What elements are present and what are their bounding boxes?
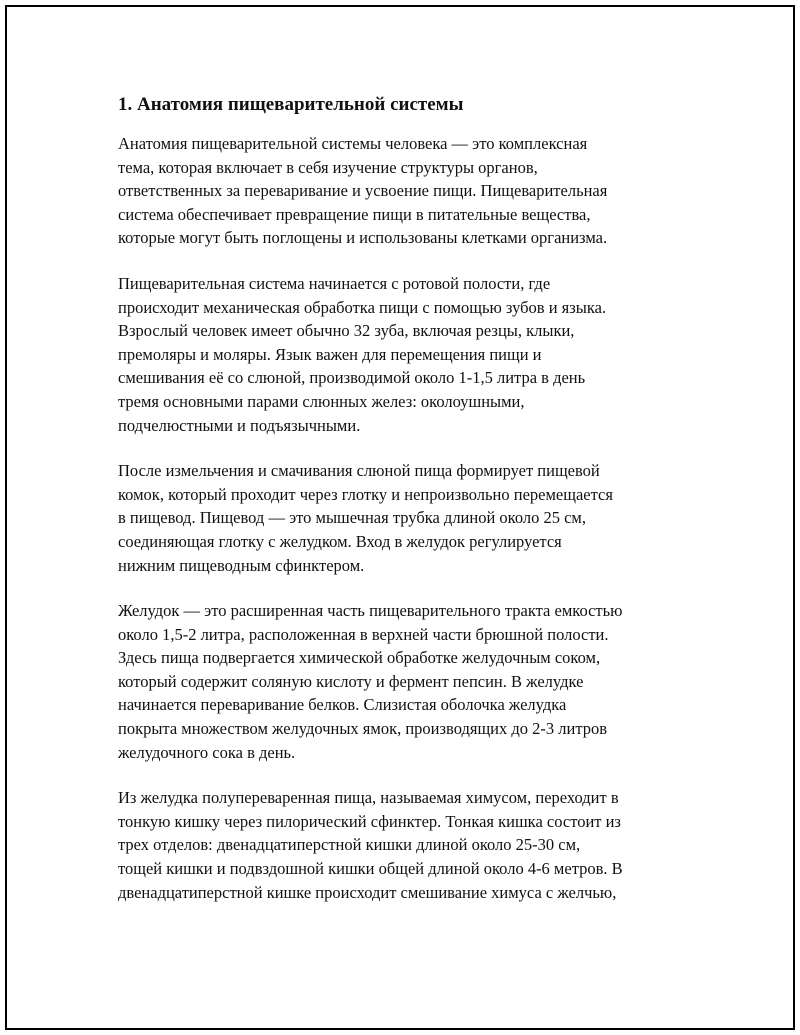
paragraph-line: Анатомия пищеварительной системы человека — это комплексная: [118, 134, 588, 153]
paragraph-line: покрыта множеством желудочных ямок, производящих до 2-3 литров: [118, 719, 608, 739]
paragraph-line: начинается переваривание белков. Слизистая оболочка желудка: [118, 695, 567, 715]
paragraph-line: премоляры и моляры. Язык важен для перемещения пищи и: [118, 344, 542, 364]
paragraph-5: [118, 786, 688, 904]
paragraph-line: которые могут быть поглощены и использованы клетками организма.: [118, 228, 608, 248]
paragraph-line: комок, который проходит через глотку и непроизвольно перемещается: [118, 484, 613, 504]
paragraph-line: желудочного сока в день.: [118, 742, 296, 762]
paragraph-4: [118, 599, 688, 764]
paragraph-line: подчелюстными и подъязычными.: [118, 415, 361, 435]
paragraph-line: После измельчения и смачивания слюной пища формирует пищевой: [118, 461, 600, 481]
paragraph-line: тема, которая включает в себя изучение структуры органов,: [118, 157, 538, 177]
paragraph-line: происходит механическая обработка пищи с помощью зубов и языка.: [118, 297, 607, 317]
paragraph-line: смешивания её со слюной, производимой около 1-1,5 литра в день: [118, 368, 586, 388]
paragraph-line: нижним пищеводным сфинктером.: [118, 555, 365, 575]
paragraph-line: система обеспечивает превращение пищи в питательные вещества,: [118, 204, 591, 224]
paragraph-line: тощей кишки и подвздошной кишки общей длиной около 4-6 метров. В: [118, 859, 623, 879]
paragraph-line: трех отделов: двенадцатиперстной кишки длиной около 25-30 см,: [118, 835, 581, 855]
document-body: [118, 92, 688, 926]
paragraph-line: Из желудка полупереваренная пища, называемая химусом, переходит в: [118, 788, 619, 808]
section-heading: 1. Анатомия пищеварительной системы: [118, 94, 464, 115]
paragraph-line: который содержит соляную кислоту и фермент пепсин. В желудке: [118, 671, 584, 691]
paragraph-line: Взрослый человек имеет обычно 32 зуба, включая резцы, клыки,: [118, 321, 575, 341]
paragraph-3: [118, 459, 688, 577]
paragraph-line: двенадцатиперстной кишке происходит смешивание химуса с желчью,: [118, 882, 617, 902]
paragraph-line: Пищеварительная система начинается с ротовой полости, где: [118, 273, 551, 293]
paragraph-1: [118, 132, 688, 250]
paragraph-2: [118, 272, 688, 437]
paragraph-line: соединяющая глотку с желудком. Вход в желудок регулируется: [118, 531, 562, 551]
paragraph-line: в пищевод. Пищевод — это мышечная трубка длиной около 25 см,: [118, 508, 587, 528]
paragraph-line: тонкую кишку через пилорический сфинктер. Тонкая кишка состоит из: [118, 811, 621, 831]
paragraph-line: Здесь пища подвергается химической обработке желудочным соком,: [118, 648, 601, 668]
paragraph-line: тремя основными парами слюнных желез: околоушными,: [118, 391, 525, 411]
paragraph-line: около 1,5-2 литра, расположенная в верхней части брюшной полости.: [118, 624, 609, 644]
paragraph-line: Желудок — это расширенная часть пищеварительного тракта емкостью: [118, 601, 623, 621]
paragraph-line: ответственных за переваривание и усвоение пищи. Пищеварительная: [118, 181, 608, 201]
